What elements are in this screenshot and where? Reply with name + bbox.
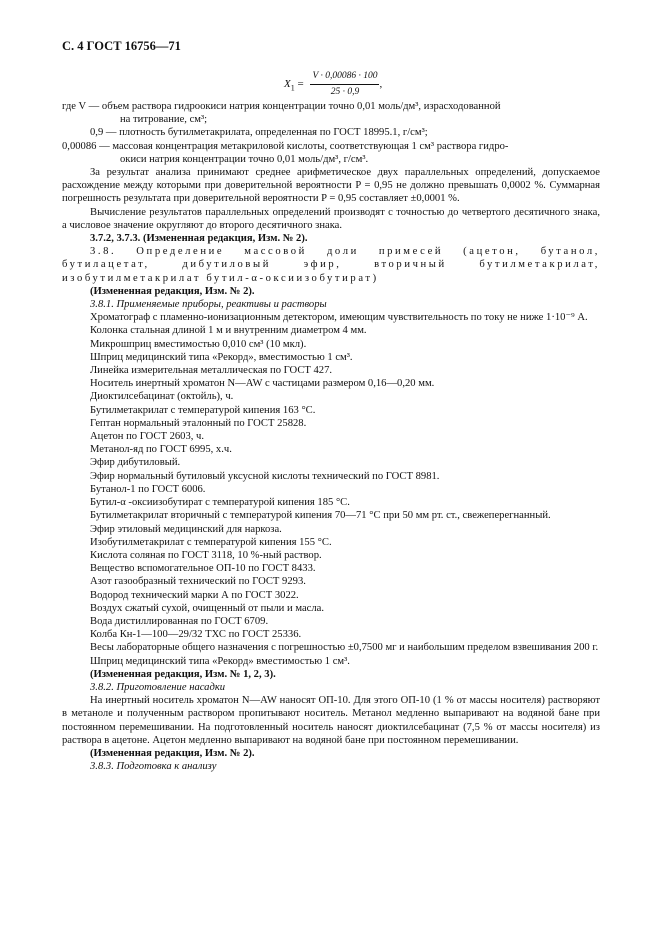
item-syringe: Шприц медицинский типа «Рекорд», вместимостью 1 см³. (90, 351, 353, 363)
edit-note-4: (Измененная редакция, Изм. № 2). (90, 747, 255, 759)
section-3-8-1-title: 3.8.1. Применяемые приборы, реактивы и растворы (90, 299, 327, 311)
item-ethyl-ether: Эфир этиловый медицинский для наркоза. (90, 523, 282, 535)
formula-fraction (310, 70, 379, 99)
edit-note-3: (Измененная редакция, Изм. № 1, 2, 3). (90, 668, 276, 680)
formula (284, 70, 382, 99)
item-butanol: Бутанол-1 по ГОСТ 6006. (90, 483, 206, 495)
formula-denominator: 25 · 0,9 (330, 87, 360, 98)
formula-sub: 1 (290, 83, 295, 93)
edit-note-1: 3.7.2, 3.7.3. (Измененная редакция, Изм. № 2). (90, 233, 308, 245)
item-water: Вода дистиллированная по ГОСТ 6709. (90, 615, 269, 627)
paragraph-packing: На инертный носитель хроматон N—AW наносят ОП-10. Для этого ОП-10 (1 % от массы носителя) растворяют в метаноле и полученным раствором пропитывают носитель. Метанол медленно выпаривают на водяной бане при постоянном перемешивании. На подготовленный носитель наносят диоктилсебацинат (7,5 % от массы носителя) из раствора в ацетоне. Ацетон медленно выпаривают на водяной бане при постоянном перемешивании. (62, 695, 600, 746)
formula-lhs: X (284, 78, 291, 91)
page-header: С. 4 ГОСТ 16756—71 (62, 39, 181, 53)
item-microsyringe: Микрошприц вместимостью 0,010 см³ (10 мкл). (90, 338, 307, 350)
paragraph-result: За результат анализа принимают среднее арифметическое двух параллельных определений, допускаемое расхождение между которыми при доверительной вероятности P = 0,95 не должно превышать 0,0002 %. Суммарная погрешность результата при доверительной вероятности P = 0,95 составляет ±0,0001 %. (62, 167, 600, 205)
edit-note-2: (Измененная редакция, Изм. № 2). (90, 285, 255, 297)
section-3-8-2-title: 3.8.2. Приготовление насадки (90, 681, 226, 693)
item-oxyisobutyrate: Бутил-α -оксиизобутират с температурой кипения 185 °С. (90, 497, 350, 509)
item-scales: Весы лабораторные общего назначения с погрешностью ±0,7500 мг и наибольшим пределом взвешивания 200 г. (90, 642, 599, 654)
item-hydrogen: Водород технический марки А по ГОСТ 3022. (90, 589, 299, 601)
item-air: Воздух сжатый сухой, очищенный от пыли и масла. (90, 602, 324, 614)
item-acetone: Ацетон по ГОСТ 2603, ч. (90, 431, 205, 443)
item-nitrogen: Азот газообразный технический по ГОСТ 9293. (90, 576, 306, 588)
item-column: Колонка стальная длиной 1 м и внутренним диаметром 4 мм. (90, 325, 367, 337)
item-dioctyl: Диоктилсебацинат (октойль), ч. (90, 391, 234, 403)
formula-eq: = (297, 78, 304, 91)
item-chromatograph: Хроматограф с пламенно-ионизационным детектором, имеющим чувствительность по току не ниже 1·10⁻⁹ А. (90, 312, 588, 324)
item-syringe-2: Шприц медицинский типа «Рекорд» вместимостью 1 см³. (90, 655, 350, 667)
document-body (62, 100, 600, 773)
formula-numerator: V · 0,00086 · 100 (310, 70, 379, 85)
def-v: где V — объем раствора гидроокиси натрия концентрации точно 0,01 моль/дм³, израсходованной (62, 101, 501, 112)
item-carrier: Носитель инертный хроматон N—AW с частицами размером 0,16—0,20 мм. (90, 378, 435, 390)
item-heptane: Гептан нормальный эталонный по ГОСТ 25828. (90, 417, 307, 429)
def-v-cont: на титрование, см³; (120, 114, 208, 126)
section-3-8-title: 3.8. Определение массовой доли примесей (ацетон, бутанол, бутилацетат, дибутиловый эфир, вторичный бутилметакрилат, изобутилметакрилат бутил-α-оксиизобутират) (62, 246, 600, 284)
def-density: 0,9 — плотность бутилметакрилата, определенная по ГОСТ 18995.1, г/см³; (90, 127, 428, 139)
formula-tail: , (379, 78, 383, 91)
item-methanol: Метанол-яд по ГОСТ 6995, х.ч. (90, 444, 232, 456)
item-ruler: Линейка измерительная металлическая по ГОСТ 427. (90, 365, 333, 377)
def-concentration: 0,00086 — массовая концентрация метакриловой кислоты, соответствующая 1 см³ раствора гидро- (62, 140, 509, 152)
item-butyl-acetate: Эфир нормальный бутиловый уксусной кислоты технический по ГОСТ 8981. (90, 470, 440, 482)
item-butylmethacrylate: Бутилметакрилат с температурой кипения 163 °С. (90, 404, 316, 416)
item-isobutylmethacrylate: Изобутилметакрилат с температурой кипения 155 °С. (90, 536, 332, 548)
paragraph-calc: Вычисление результатов параллельных определений производят с точностью до четвертого десятичного знака, а числовое значение округляют до второго десятичного знака. (62, 206, 600, 231)
item-secondary-bma: Бутилметакрилат вторичный с температурой кипения 70—71 °С при 50 мм рт. ст., свежеперегнанный. (90, 510, 551, 522)
item-op10: Вещество вспомогательное ОП-10 по ГОСТ 8433. (90, 563, 316, 575)
def-concentration-cont: окиси натрия концентрации точно 0,01 моль/дм³, г/см³. (120, 153, 369, 165)
item-hcl: Кислота соляная по ГОСТ 3118, 10 %-ный раствор. (90, 549, 322, 561)
item-dibutyl-ether: Эфир дибутиловый. (90, 457, 181, 469)
section-3-8-3-title: 3.8.3. Подготовка к анализу (90, 761, 217, 773)
item-flask: Колба Кн-1—100—29/32 ТХС по ГОСТ 25336. (90, 629, 302, 641)
